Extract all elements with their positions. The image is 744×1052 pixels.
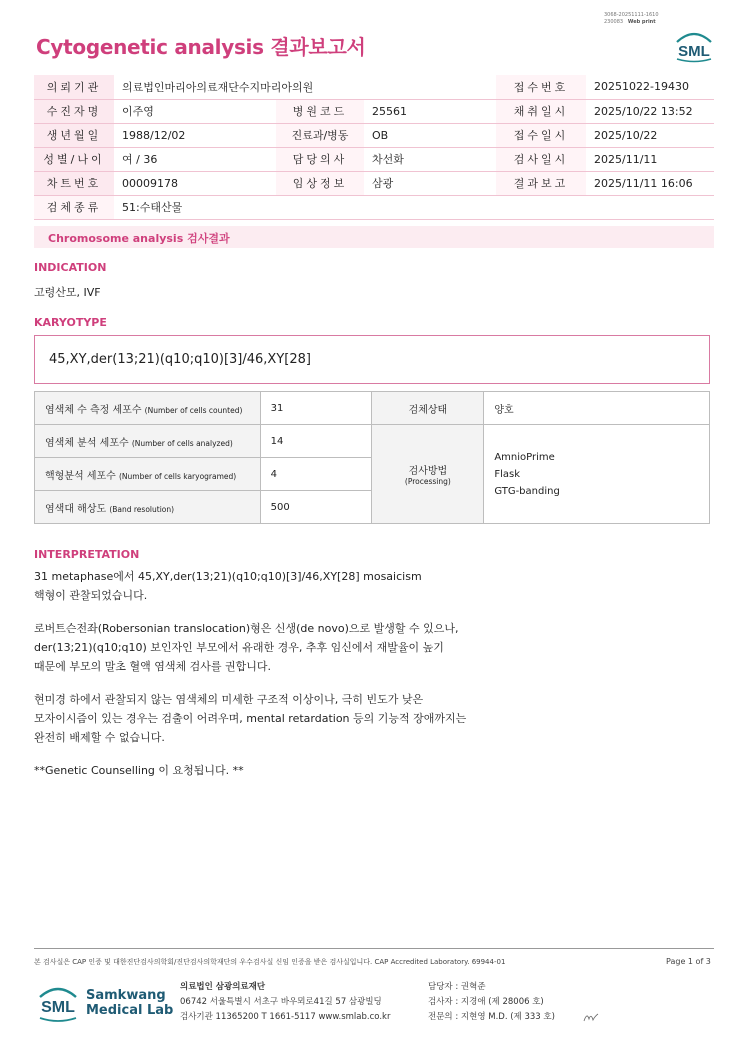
org-address: 06742 서울특별시 서초구 바우뫼로41길 57 삼광빌딩 bbox=[180, 997, 382, 1007]
method-label-cell bbox=[372, 425, 484, 524]
interp-line: 때문에 부모의 말초 혈액 염색체 검사를 권합니다. bbox=[34, 660, 271, 673]
chart-no-label: 차트번호 bbox=[34, 171, 114, 195]
page-number: Page 1 of 3 bbox=[666, 957, 711, 966]
clinical-info-label: 임상정보 bbox=[276, 171, 364, 195]
interp-line: 현미경 하에서 관찰되지 않는 염색체의 미세한 구조적 이상이나, 극히 빈도가 낮은 bbox=[34, 693, 424, 706]
received-label: 접수일시 bbox=[496, 123, 586, 147]
sex-age-label: 성별/나이 bbox=[34, 147, 114, 171]
brand-line: Samkwang bbox=[86, 988, 166, 1003]
band-sub: (Band resolution) bbox=[109, 504, 175, 514]
clinical-info-value: 삼광 bbox=[364, 171, 496, 195]
interp-line: 완전히 배제할 수 없습니다. bbox=[34, 731, 165, 744]
interpretation-paragraph bbox=[34, 619, 674, 676]
counted-label-cell bbox=[35, 392, 261, 425]
method-item: AmnioPrime bbox=[494, 451, 555, 463]
cell-count-table bbox=[34, 391, 710, 524]
page-title: Cytogenetic analysis 결과보고서 bbox=[36, 35, 366, 59]
karyotype-heading: KARYOTYPE bbox=[34, 316, 107, 329]
interpretation-heading: INTERPRETATION bbox=[34, 548, 140, 561]
dob-label: 생년월일 bbox=[34, 123, 114, 147]
dept-label: 진료과/병동 bbox=[276, 123, 364, 147]
counted-sub: (Number of cells counted) bbox=[144, 405, 243, 415]
analyzed-label-cell bbox=[35, 425, 261, 458]
staff-line: 검사자 : 지경애 (제 28006 호) bbox=[428, 997, 544, 1007]
institution-value: 의료법인마리아의료재단수지마리아의원 bbox=[114, 75, 496, 99]
logo-text: SML bbox=[41, 999, 75, 1016]
method-list bbox=[484, 425, 710, 524]
section-title: Chromosome analysis 검사결과 bbox=[34, 226, 714, 248]
interpretation-paragraph bbox=[34, 567, 674, 605]
code-line-2: 230083 bbox=[604, 19, 624, 25]
code-line-1: 3068-20251111-1610 bbox=[604, 12, 659, 18]
org-name: 의료법인 삼광의료재단 bbox=[180, 982, 266, 992]
staff-line: 전문의 : 지현영 M.D. (제 333 호) bbox=[428, 1012, 555, 1022]
dept-value: OB bbox=[364, 123, 496, 147]
test-date-label: 검사일시 bbox=[496, 147, 586, 171]
signature-icon bbox=[582, 1010, 600, 1024]
karyogramed-label: 핵형분석 세포수 bbox=[45, 470, 116, 482]
specimen-value: 51:수태산물 bbox=[114, 195, 714, 219]
method-sub: (Processing) bbox=[404, 477, 451, 486]
org-info bbox=[180, 980, 390, 1025]
band-label: 염색대 해상도 bbox=[45, 503, 107, 515]
sml-logo-icon bbox=[36, 981, 80, 1025]
collect-label: 채취일시 bbox=[496, 99, 586, 123]
received-value: 2025/10/22 bbox=[586, 123, 714, 147]
interp-line: 로버트슨전좌(Robersonian translocation)형은 신생(de novo)으로 발생할 수 있으나, bbox=[34, 622, 459, 635]
report-value: 2025/11/11 16:06 bbox=[586, 171, 714, 195]
method-item: Flask bbox=[494, 468, 520, 480]
specimen-label: 검체종류 bbox=[34, 195, 114, 219]
band-value: 500 bbox=[260, 491, 372, 524]
institution-label: 의뢰기관 bbox=[34, 75, 114, 99]
karyotype-value: 45,XY,der(13;21)(q10;q10)[3]/46,XY[28] bbox=[49, 352, 311, 367]
dob-value: 1988/12/02 bbox=[114, 123, 276, 147]
hospital-code-label: 병원코드 bbox=[276, 99, 364, 123]
chart-no-value: 00009178 bbox=[114, 171, 276, 195]
interp-line: 모자이시즘이 있는 경우는 검출이 어려우며, mental retardation 등의 기능적 장애까지는 bbox=[34, 712, 467, 725]
staff-info bbox=[428, 980, 555, 1025]
karyotype-box bbox=[34, 335, 710, 384]
karyogramed-sub: (Number of cells karyogramed) bbox=[119, 471, 237, 481]
counted-label: 염색체 수 측정 세포수 bbox=[45, 404, 142, 416]
sml-logo-icon bbox=[672, 26, 716, 64]
brand-name bbox=[86, 988, 173, 1018]
doctor-label: 담당의사 bbox=[276, 147, 364, 171]
patient-label: 수진자명 bbox=[34, 99, 114, 123]
receipt-no-label: 접수번호 bbox=[496, 75, 586, 99]
specimen-state-label: 검체상태 bbox=[372, 392, 484, 425]
org-contact: 검사기관 11365200 T 1661-5117 www.smlab.co.kr bbox=[180, 1012, 391, 1022]
patient-value: 이주영 bbox=[114, 99, 276, 123]
interpretation-paragraph bbox=[34, 690, 674, 747]
indication-heading: INDICATION bbox=[34, 261, 107, 274]
doctor-value: 차선화 bbox=[364, 147, 496, 171]
interp-line: der(13;21)(q10;q10) 보인자인 부모에서 유래한 경우, 추후 임신에서 재발율이 높기 bbox=[34, 641, 444, 654]
logo-text: SML bbox=[678, 43, 710, 60]
analyzed-label: 염색체 분석 세포수 bbox=[45, 437, 129, 449]
band-label-cell bbox=[35, 491, 261, 524]
karyogramed-label-cell bbox=[35, 458, 261, 491]
interpretation-text bbox=[34, 567, 674, 794]
receipt-no-value: 20251022-19430 bbox=[586, 75, 714, 99]
genetic-counselling-note: **Genetic Counselling 이 요청됩니다. ** bbox=[34, 764, 244, 777]
indication-text: 고령산모, IVF bbox=[34, 286, 101, 299]
karyogramed-value: 4 bbox=[260, 458, 372, 491]
interp-line: 31 metaphase에서 45,XY,der(13;21)(q10;q10)[3]/46,XY[28] mosaicism bbox=[34, 570, 422, 583]
document-code bbox=[604, 12, 659, 26]
test-date-value: 2025/11/11 bbox=[586, 147, 714, 171]
specimen-state-value: 양호 bbox=[484, 392, 710, 425]
analyzed-sub: (Number of cells analyzed) bbox=[131, 438, 233, 448]
sex-age-value: 여 / 36 bbox=[114, 147, 276, 171]
interp-line: 핵형이 관찰되었습니다. bbox=[34, 589, 148, 602]
method-label: 검사방법 bbox=[408, 466, 448, 477]
web-print-label: Web print bbox=[627, 19, 656, 25]
staff-line: 담당자 : 권혁준 bbox=[428, 982, 486, 992]
report-label: 결과보고 bbox=[496, 171, 586, 195]
cap-accreditation-note: 본 검사실은 CAP 인증 및 대한진단검사의학회/진단검사의학재단의 우수검사실 신임 인증을 받은 검사실입니다. CAP Accredited Laboratory. 69944-01 bbox=[34, 958, 506, 966]
method-item: GTG-banding bbox=[494, 485, 560, 497]
collect-value: 2025/10/22 13:52 bbox=[586, 99, 714, 123]
patient-info-table bbox=[34, 75, 714, 220]
analyzed-value: 14 bbox=[260, 425, 372, 458]
counted-value: 31 bbox=[260, 392, 372, 425]
hospital-code-value: 25561 bbox=[364, 99, 496, 123]
brand-line: Medical Lab bbox=[86, 1003, 174, 1018]
footer-divider bbox=[34, 948, 714, 949]
